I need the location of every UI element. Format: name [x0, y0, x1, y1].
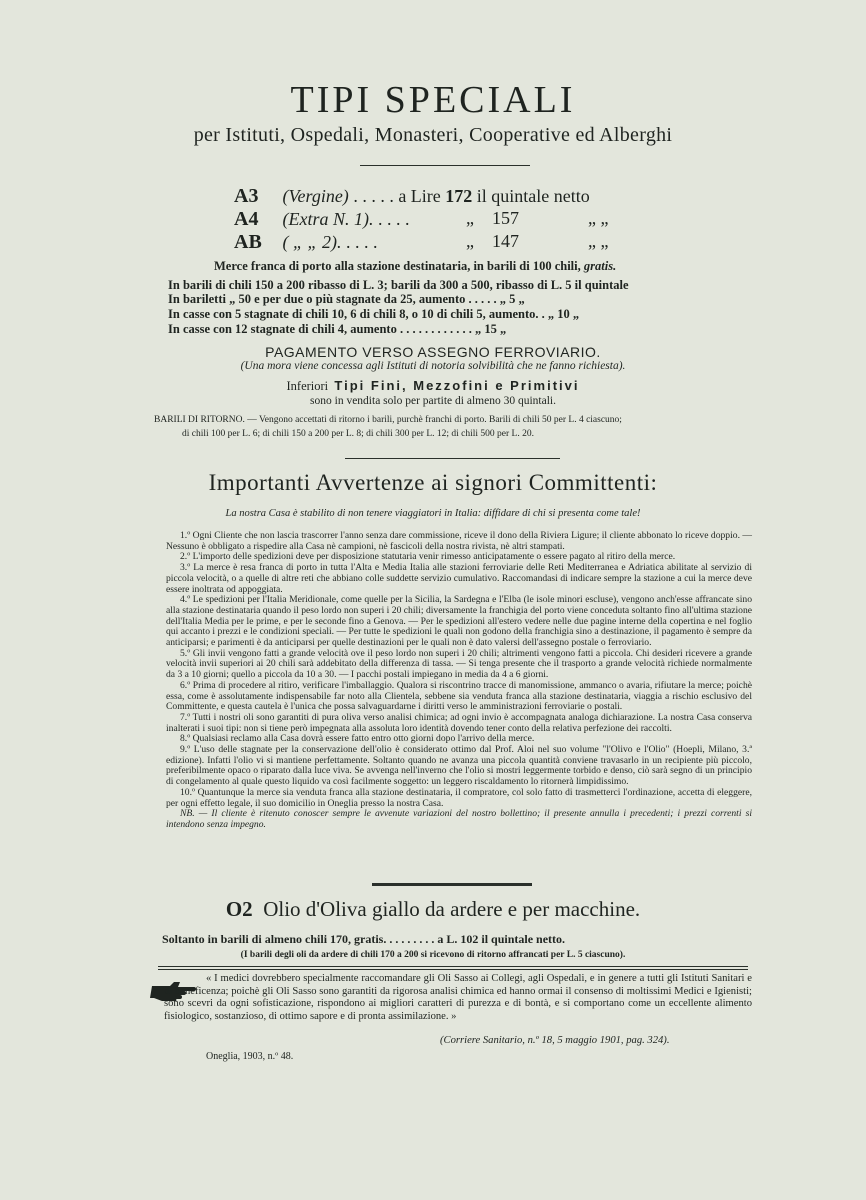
page-subtitle: per Istituti, Ospedali, Monasteri, Cooperative ed Alberghi [193, 124, 673, 146]
notice-4: 4.º Le spedizioni per l'Italia Meridionale, come quelle per la Sicilia, la Sardegna e l'Elba (le isole minori escluse), vengono anch'esse affrancate sino alla stazione destinataria quando il peso lordo non superi i 20 chili; diversamente la franchigia del porto viene conceduta soltanto fino all'ultima stazione dell'Italia Media per le prime, e per le seconde fino a Genova. — Per le spedizioni all'estero vedere nelle due pagine interne della copertina e nel foglio qui accanto i prezzi e le condizioni speciali. — Per tutte le spedizioni le quali non godono della franchigia sino a destinazione, il pagamento è sempre da anticiparsi; e parimenti è da anticiparsi per quelle destinazioni per le quali non è dato valersi dell'assegno postale o ferroviario. [166, 594, 752, 649]
notice-nb: NB. — Il cliente è ritenuto conoscer sempre le avvenute variazioni del nostro bollettino; il presente annulla i precedenti; i prezzi correnti si intendono senza impegno. [166, 808, 752, 830]
barili-line-2: di chili 100 per L. 6; di chili 150 a 200 per L. 8; di chili 300 per L. 12; di chili 500 per L. 20. [182, 429, 534, 439]
divider [345, 458, 560, 459]
notice-7: 7.º Tutti i nostri oli sono garantiti di pura oliva verso analisi chimica; ad ogni invio è accompagnata analoga dichiarazione. La nostra Casa conserva inalterati i suoi tipi: non si tiene però impegnata alla assoluta loro identità dovendo tener conto della relativa perfezione dei raccolti. [166, 711, 752, 734]
inferiori-line: Inferiori Tipi Fini, Mezzofini e Primitivi [286, 378, 580, 393]
free-port-line: Merce franca di porto alla stazione destinataria, in barili di 100 chili, gratis. [214, 259, 617, 273]
payment-line: PAGAMENTO VERSO ASSEGNO FERROVIARIO. [265, 344, 601, 360]
price-row-ab: AB ( „ „ 2). . . . . [234, 231, 378, 253]
notice-3: 3.º La merce è resa franca di porto in tutta l'Alta e Media Italia alle stazioni ferroviarie delle Reti Mediterranea e Adriatica abilitate al servizio di piccola velocità, o a quelle di altre reti che abbiano colle suddette servizio cumulativo. Raccomandasi di indicare sempre la stazione a cui la merce deve essere inoltrata od appoggiata. [166, 562, 752, 595]
o2-heading: O2 Olio d'Oliva giallo da ardere e per macchine. [225, 897, 641, 921]
notice-9: 9.º L'uso delle stagnate per la conservazione dell'olio è considerato ottimo dal Prof. Aloi nel suo volume "l'Olivo e l'Olio" (Hoepli, Milano, 3.ª edizione). Infatti l'olio vi si mantiene perfettamente. Soltanto quando ne avanza una piccola quantità conviene travasarlo in un recipiente più piccolo, preferibilmente opaco o riparato dalla luce viva. Se avvenga nell'inverno che l'olio si mostri leggermente torbido e denso, ciò sarà segno di un principio di congelamento al quale questo liquido va così facilmente soggetto: un leggero riscaldamento lo ritornerà limpidissimo. [166, 744, 752, 788]
inferiori-note: sono in vendita solo per partite di almeno 30 quintali. [310, 395, 556, 407]
payment-note: (Una mora viene concessa agli Istituti di notoria solvibilità che ne fanno richiesta). [240, 360, 626, 372]
price-a4-value: „ 157 [466, 208, 519, 228]
price-row-a3: A3 (Vergine) . . . . . a Lire 172 il quintale netto [234, 185, 590, 207]
divider [360, 165, 530, 166]
shipping-line-1: In barili di chili 150 a 200 ribasso di L. 3; barili da 300 a 500, ribasso di L. 5 il quintale [168, 278, 629, 292]
notice-10: 10.º Quantunque la merce sia venduta franca alla stazione destinataria, il compratore, col solo fatto di trasmetterci l'ordinazione, accetta di eleggere, per ogni effetto legale, il suo domicilio in Oneglia presso la nostra Casa. [166, 786, 752, 809]
notice-2: 2.º L'importo delle spedizioni deve per disposizione statutaria venir rimesso anticipatamente o essere pagato al ritiro della merce. [180, 551, 676, 563]
footer-date: Oneglia, 1903, n.º 48. [206, 1051, 294, 1062]
notice-1: 1.º Ogni Cliente che non lascia trascorrer l'anno senza dare commissione, riceve il dono della Riviera Ligure; il cliente abbonato lo riceve doppio. — Nessuno è obbligato a rispedire alla Casa nè campioni, nè fascicoli della nostra rivista, nè altri stampati. [166, 530, 752, 552]
price-row-a4: A4 (Extra N. 1). . . . . [234, 208, 410, 230]
quote-text: « I medici dovrebbero specialmente raccomandare gli Oli Sasso ai Collegi, agli Ospedali, e in genere a tutti gli Istituti Sanitari e di beneficenza; poichè gli Oli Sasso sono garantiti da rigorosa analisi chimica ed hanno ormai il consenso di moltissimi Medici e Igienisti; sono scevri da ogni sofisticazione, rispondono ai migliori caratteri di purezza e di bontà, e si comportano come un eccellente alimento fisiologico, sostanzioso, di ottimo sapore e di pronta assimilazione. » [164, 973, 752, 1022]
o2-note: (I barili degli oli da ardere di chili 170 a 200 si ricevono di ritorno affrancati per L. 5 ciascuno). [240, 950, 626, 960]
notices-heading: Importanti Avvertenze ai signori Committenti: [208, 470, 658, 495]
notice-8: 8.º Qualsiasi reclamo alla Casa dovrà essere fatto entro otto giorni dopo l'arrivo della merce. [180, 733, 535, 745]
price-a4-ditto: „ „ [588, 208, 609, 228]
divider [158, 969, 748, 970]
shipping-line-3: In casse con 5 stagnate di chili 10, 6 di chili 8, o 10 di chili 5, aumento. . „ 10 „ [168, 307, 580, 321]
quote-block [164, 973, 752, 1023]
price-ab-value: „ 147 [466, 231, 519, 251]
notices-body [166, 531, 752, 831]
shipping-line-2: In bariletti „ 50 e per due o più stagnate da 25, aumento . . . . . „ 5 „ [168, 292, 525, 306]
divider [158, 966, 748, 967]
page-title: TIPI SPECIALI [290, 79, 576, 121]
price-ab-ditto: „ „ [588, 231, 609, 251]
notices-intro: La nostra Casa è stabilito di non tenere viaggiatori in Italia: diffidare di chi si presenta come tale! [225, 508, 641, 519]
notice-6: 6.º Prima di procedere al ritiro, verificare l'imballaggio. Qualora si riscontrino tracce di manomissione, ammanco o avaria, rifiutare la merce; poichè essa, come è assolutamente indispensabile far noto alla Clientela, sebbene sia venduta franca alla stazione destinataria, viaggia a rischio esclusivo del Committente, e questa cautela è l'unica che possa salvaguardarne i diritti verso le amministrazioni ferroviarie o postali. [166, 679, 752, 713]
shipping-line-4: In casse con 12 stagnate di chili 4, aumento . . . . . . . . . . . . „ 15 „ [168, 322, 507, 336]
notice-5: 5.º Gli invii vengono fatti a grande velocità ove il peso lordo non superi i 20 chili; altrimenti vengono fatti a piccola. Chi desideri ricevere a grande velocità invii superiori ai 20 chili sarà addebitato della differenza di tassa. — Si tenga presente che il trasporto a grande velocità richiede normalmente da 3 a 10 giorni; quello a piccola da 10 a 30. — I pacchi postali impiegano in media da 4 a 6 giorni. [166, 647, 752, 681]
barili-line-1: BARILI DI RITORNO. — Vengono accettati di ritorno i barili, purchè franchi di porto. Barili di chili 50 per L. 4 ciascuno; [154, 415, 622, 425]
divider [372, 883, 532, 886]
quote-source: (Corriere Sanitario, n.º 18, 5 maggio 1901, pag. 324). [440, 1035, 670, 1046]
o2-price-line: Soltanto in barili di almeno chili 170, gratis. . . . . . . . . a L. 102 il quintale netto. [162, 932, 566, 946]
